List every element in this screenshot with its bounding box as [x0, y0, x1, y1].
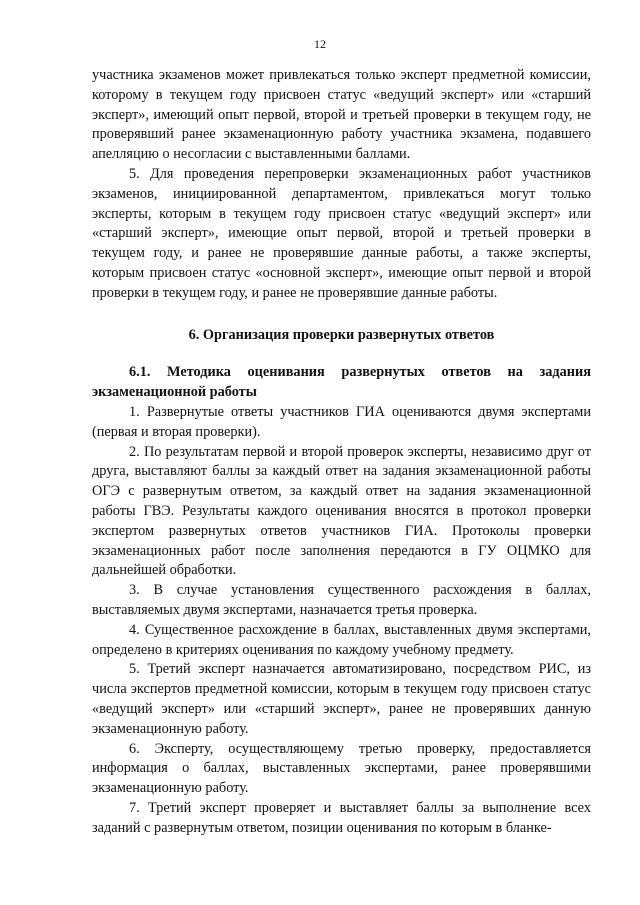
list-item: 1. Развернутые ответы участников ГИА оцениваются двумя экспертами (первая и вторая проверки).	[92, 403, 591, 440]
subsection-heading: 6.1. Методика оценивания развернутых ответов на задания экзаменационной работы	[92, 364, 591, 401]
document-body	[92, 66, 591, 838]
list-item: 6. Эксперту, осуществляющему третью проверку, предоставляется информация о баллах, выставленных экспертами, ранее проверявшими экзаменационную работу.	[92, 740, 591, 797]
list-item: 4. Существенное расхождение в баллах, выставленных двумя экспертами, определено в критериях оценивания по каждому учебному предмету.	[92, 621, 591, 658]
paragraph-item-5: 5. Для проведения перепроверки экзаменационных работ участников экзаменов, инициированной департаментом, привлекаться могут только эксперты, которым в текущем году присвоен статус «ведущий эксперт» или «старший эксперт», имеющие опыт первой, второй и третьей проверки в текущем году, и ранее не проверявшие данные работы, а также эксперты, которым присвоен статус «основной эксперт», имеющие опыт первой и второй проверки в текущем году, и ранее не проверявшие данные работы.	[92, 165, 591, 301]
paragraph-continued: участника экзаменов может привлекаться только эксперт предметной комиссии, которому в текущем году присвоен статус «ведущий эксперт» или «старший эксперт», имеющий опыт первой, второй и третьей проверки в текущем году, не проверявший ранее экзаменационную работу участника экзамена, подавшего апелляцию о несогласии с выставленными баллами.	[92, 67, 591, 163]
list-item: 2. По результатам первой и второй проверок эксперты, независимо друг от друга, выставляют баллы за каждый ответ на задания экзаменационной работы ОГЭ с развернутым ответом, за каждый ответ на задания экзаменационной работы ГВЭ. Результаты каждого оценивания вносятся в протокол проверки экспертом развернутых ответов участников ГИА. Протоколы проверки экзаменационных работ после заполнения передаются в ГУ ОЦМКО для дальнейшей обработки.	[92, 443, 591, 579]
page-number: 12	[314, 37, 326, 51]
section-heading: 6. Организация проверки развернутых ответов	[188, 326, 495, 343]
list-item: 5. Третий эксперт назначается автоматизировано, посредством РИС, из числа экспертов предметной комиссии, которым в текущем году присвоен статус «ведущий эксперт» или «старший эксперт», ранее не проверявших данную экзаменационную работу.	[92, 661, 591, 737]
list-item: 7. Третий эксперт проверяет и выставляет баллы за выполнение всех заданий с развернутым ответом, позиции оценивания по которым в бланке-	[92, 799, 591, 836]
list-item: 3. В случае установления существенного расхождения в баллах, выставляемых двумя экспертами, назначается третья проверка.	[92, 582, 591, 618]
